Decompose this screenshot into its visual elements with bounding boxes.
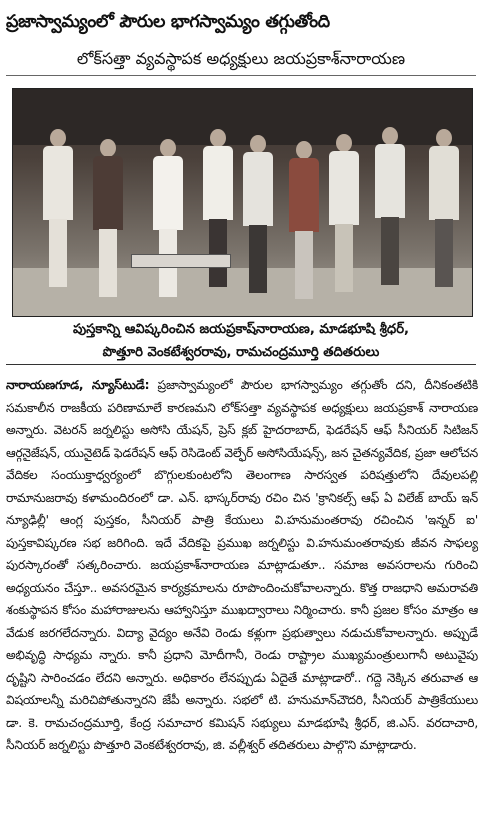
photo-caption: [6, 318, 476, 365]
caption-line-1: పుస్తకాన్ని ఆవిష్కరించిన జయప్రకాష్‌నారాయణ, మాడభూషి శ్రీధర్,: [72, 322, 410, 337]
article-body: [6, 374, 478, 822]
dateline: నారాయణగూడ, న్యూస్‌టుడే:: [6, 378, 150, 392]
subheadline: లోక్‌సత్తా వ్యవస్థాపక అధ్యక్షులు జయప్రకాశ్‌నారాయణ: [6, 43, 476, 76]
stage-floor: [13, 268, 472, 316]
stage-curtain: [13, 89, 472, 145]
caption-line-2: పొత్తూరి వెంకటేశ్వరరావు, రామచంద్రమూర్తి తదితరులు: [102, 345, 380, 360]
book-release-table: [131, 254, 231, 268]
event-photo: [12, 88, 473, 317]
headline: ప్రజాస్వామ్యంలో పౌరుల భాగస్వామ్యం తగ్గుతోంది: [6, 12, 330, 32]
article-text: ప్రజాస్వామ్యంలో పౌరుల భాగస్వామ్యం తగ్గుతోం దని, దీనికంతటికి సమకాలీన రాజకీయ పరిణామాలే కారణమని లోక్‌సత్తా వ్యవస్థాపక అధ్యక్షులు జయప్రకాశ్ నారాయణ అన్నారు. వెటరన్ జర్నలిస్టు అసోసి యేషన్, ప్రెస్ క్లబ్ హైదరాబాద్, ఫెడరేషన్ ఆఫ్ సీనియర్ సిటిజన్ ఆర్గనైజేషన్, యునైటెడ్ ఫెడరేషన్ ఆఫ్ రెసిడెంట్ వెల్ఫేర్ అసోసియేషన్స్, జన చైతన్యవేదిక, ప్రజా ఆలోచన వేదికల సంయుక్తాధ్వర్యంలో బొగ్గులకుంటలోని తెలంగాణ సారస్వత పరిషత్తులోని దేవులపల్లి రామానుజరావు కళామందిరంలో డా. ఎన్. భాస్కర్‌రావు రచిం చిన 'క్రానికల్స్ ఆఫ్ ఏ విలేజ్ బాయ్ ఇన్ న్యూఢిల్లీ' ఆంగ్ల పుస్తకం, సీనియర్ పాత్రి కేయులు వి.హనుమంతరావు రచించిన 'ఇన్నర్ ఐ' పుస్తకావిష్కరణ సభ జరిగింది. ఇదే వేదికపై ప్రముఖ జర్నలిస్టు వి.హనుమంతరావుకు జీవన సాఫల్య పురస్కారంతో సత్కరించారు. జయప్రకాశ్‌నారాయణ మాట్లాడుతూ.. సమాజ అవసరాలను గురించి అధ్యయనం చేస్తూ.. అవసరమైన కార్యక్రమాలను రూపొందించుకోవాలన్నారు. కొత్త రాజధాని అమరావతి శంకుస్థాపన కోసం మహారాజులను ఆహ్వానిస్తూ ముఖద్వారాలు నిర్మించారు. కానీ ప్రజల కోసం మాత్రం ఆ వేడుక జరగలేదన్నారు. విద్యా వైద్యం అనేవి రెండు కళ్లుగా ప్రభుత్వాలు నడుచుకోవాలన్నారు. అప్పుడే అభివృద్ధి సాధ్యమ న్నారు. కానీ ప్రధాని మోదీగానీ, రెండు రాష్ట్రాల ముఖ్యమంత్రులుగానీ అటువైపు దృష్టిని సారించడం లేదని అన్నారు. అధికారం లేనప్పుడు ఏదైతే మాట్లాడారో.. గద్దె నెక్కిన తరువాత ఆ విషయాలన్నీ మరిచిపోతున్నారని జేపీ అన్నారు. సభలో టి. హనుమాన్‌చౌదరి, సీనియర్ పాత్రికేయులు డా. కె. రామచంద్రమూర్తి, కేంద్ర సమాచార కమిషన్ సభ్యులు మాడభూషి శ్రీధర్, జి.ఎస్. వరదాచారి, సీనియర్ జర్నలిస్టు పొత్తూరి వెంకటేశ్వరరావు, జి. వల్లీశ్వర్ తదితరులు పాల్గొని మాట్లాడారు.: [6, 378, 478, 752]
